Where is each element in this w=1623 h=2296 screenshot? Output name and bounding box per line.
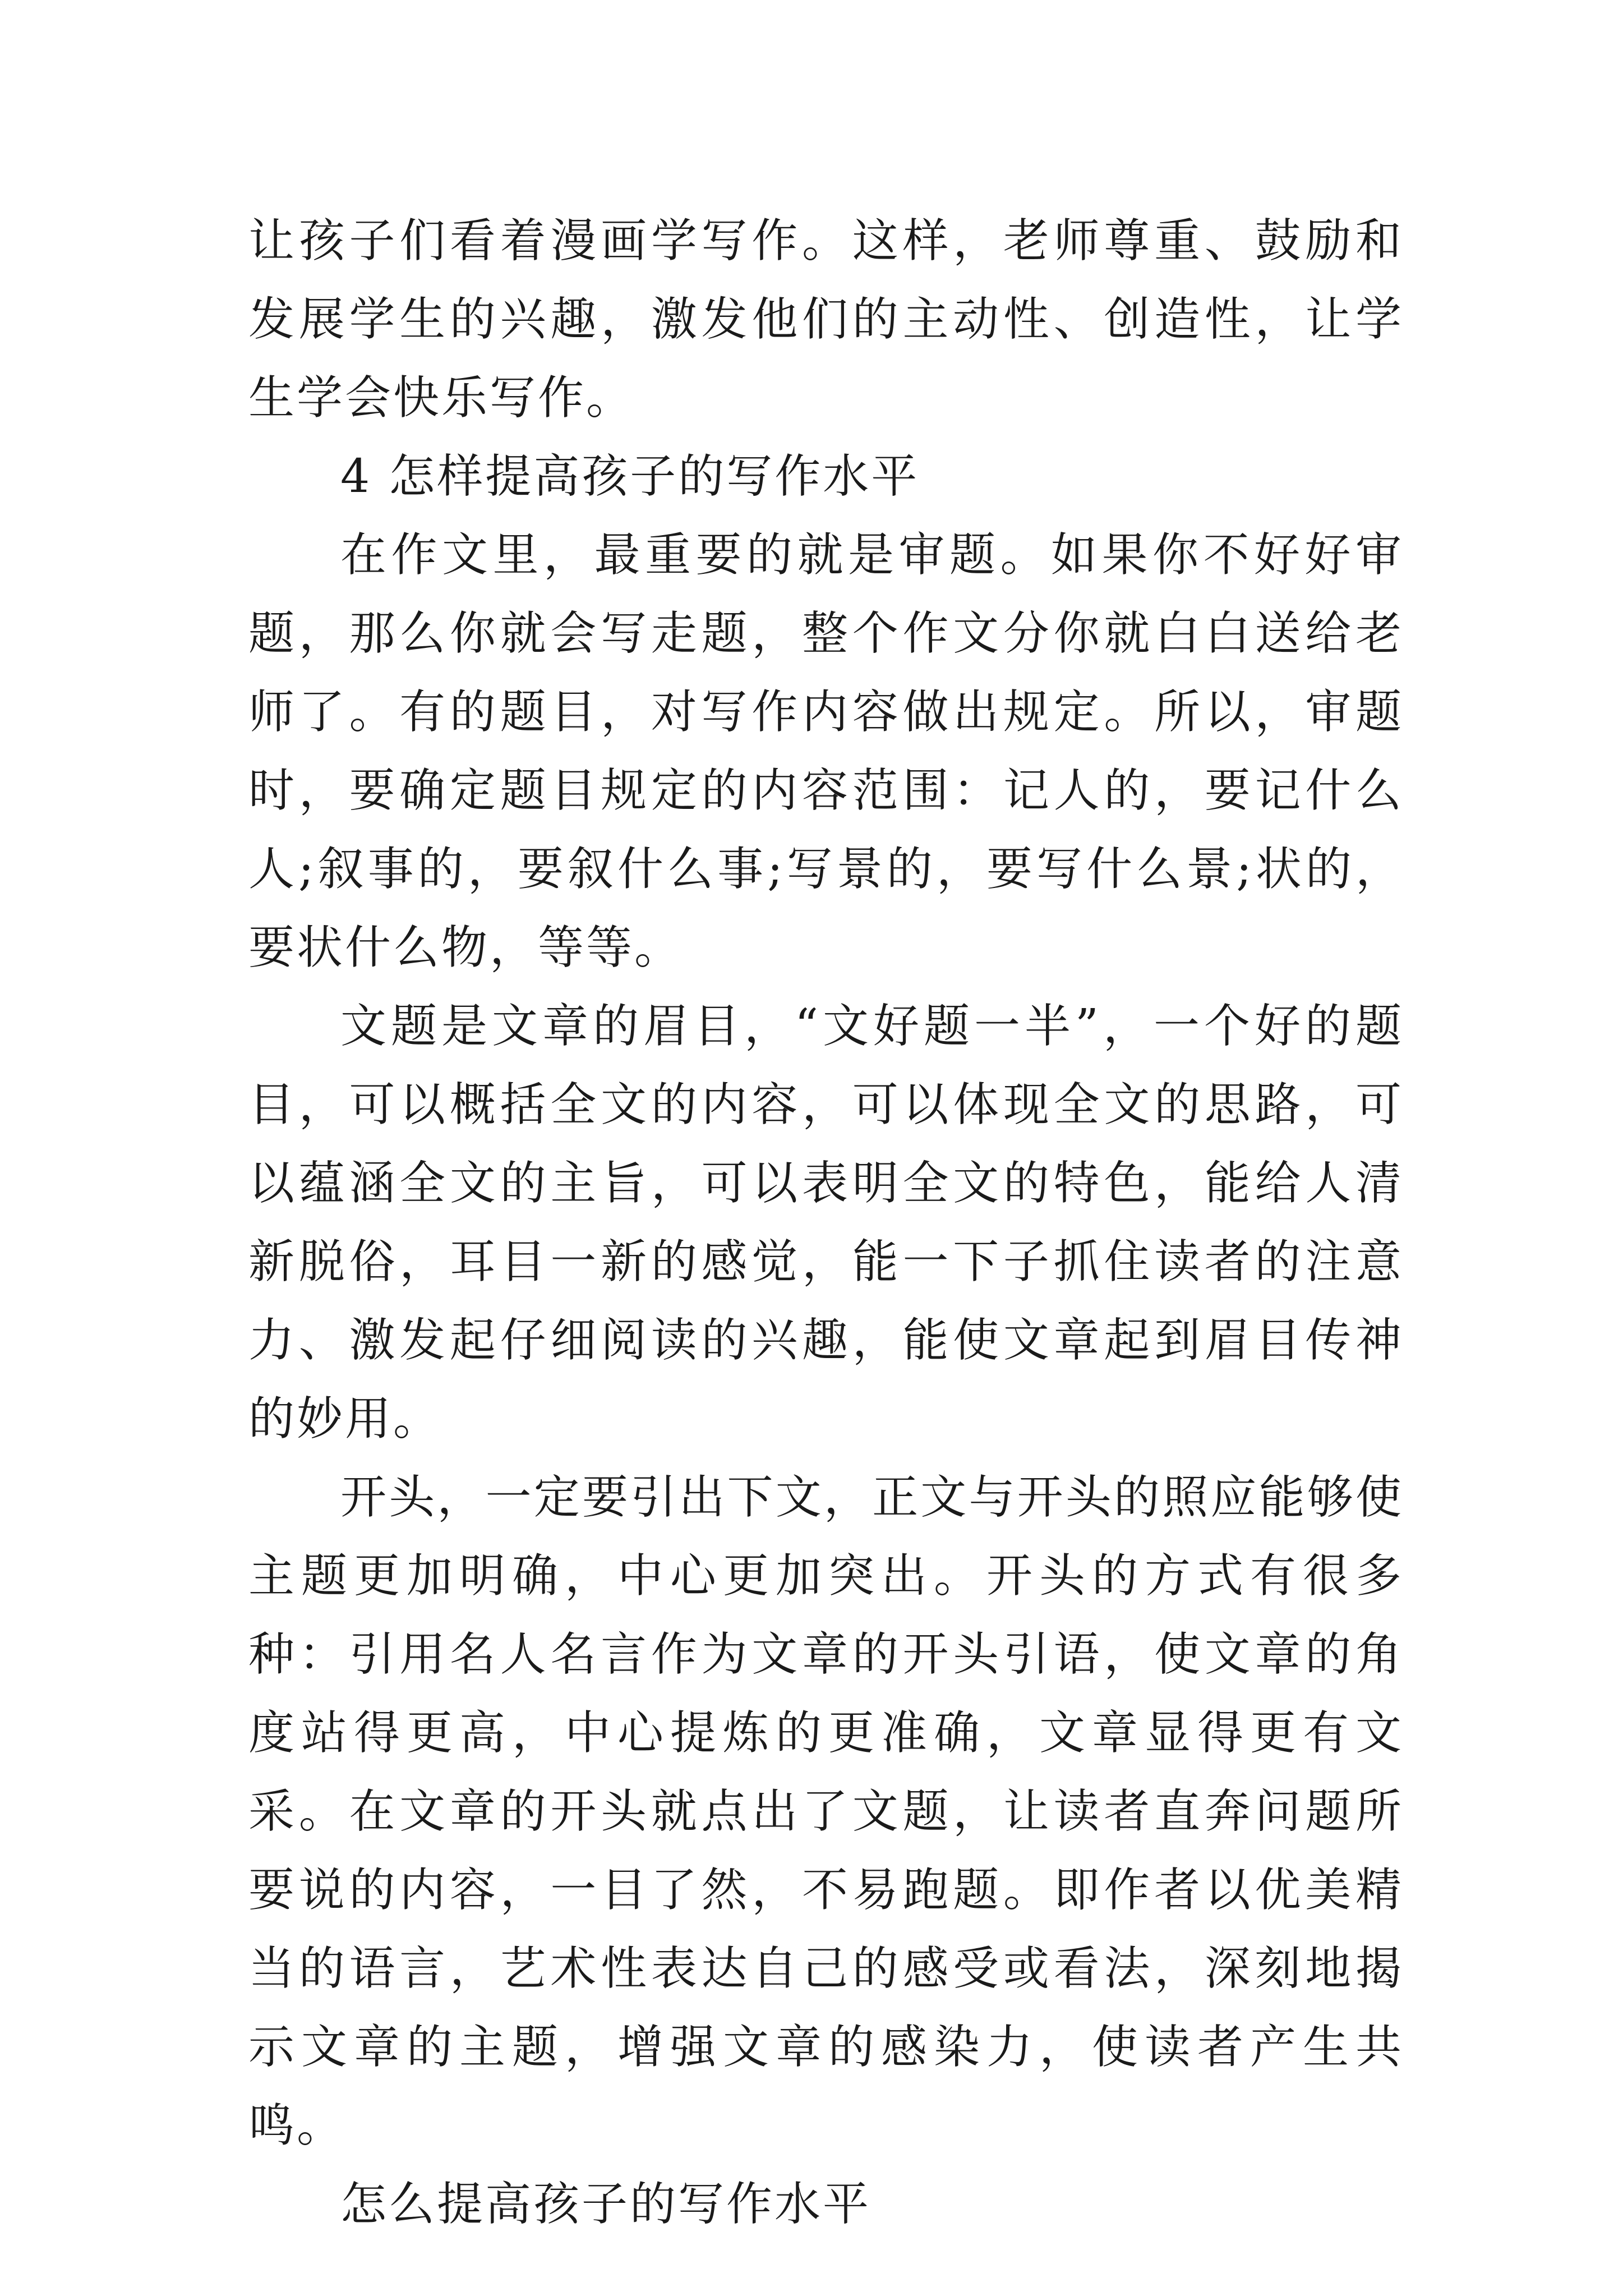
paragraph-review-topic: 在作文里，最重要的就是审题。如果你不好好审题，那么你就会写走题，整个作文分你就白白送给老师了。有的题目，对写作内容做出规定。所以，审题时，要确定题目规定的内容范围：记人的，要记什么人;叙事的，要叙什么事;写景的，要写什么景;状的，要状什么物，等等。: [248, 528, 1404, 974]
section-heading-next: 怎么提高孩子的写作水平: [340, 2178, 872, 2231]
paragraph-continuation: 让孩子们看着漫画学写作。这样，老师尊重、鼓励和发展学生的兴趣，激发他们的主动性、创造性，让学生学会快乐写作。: [248, 214, 1404, 425]
paragraph-title: 文题是文章的眉目，“文好题一半”，一个好的题目，可以概括全文的内容，可以体现全文的思路，可以蕴涵全文的主旨，可以表明全文的特色，能给人清新脱俗，耳目一新的感觉，能一下子抓住读者的注意力、激发起仔细阅读的兴趣，能使文章起到眉目传神的妙用。: [248, 1000, 1404, 1446]
body-text: [248, 202, 1404, 2244]
section-heading-4: 4 怎样提高孩子的写作水平: [340, 450, 920, 503]
paragraph-opening: 开头，一定要引出下文，正文与开头的照应能够使主题更加明确，中心更加突出。开头的方式有很多种：引用名人名言作为文章的开头引语，使文章的角度站得更高，中心提炼的更准确，文章显得更有文采。在文章的开头就点出了文题，让读者直奔问题所要说的内容，一目了然，不易跑题。即作者以优美精当的语言，艺术性表达自己的感受或看法，深刻地揭示文章的主题，增强文章的感染力，使读者产生共鸣。: [248, 1471, 1404, 2152]
